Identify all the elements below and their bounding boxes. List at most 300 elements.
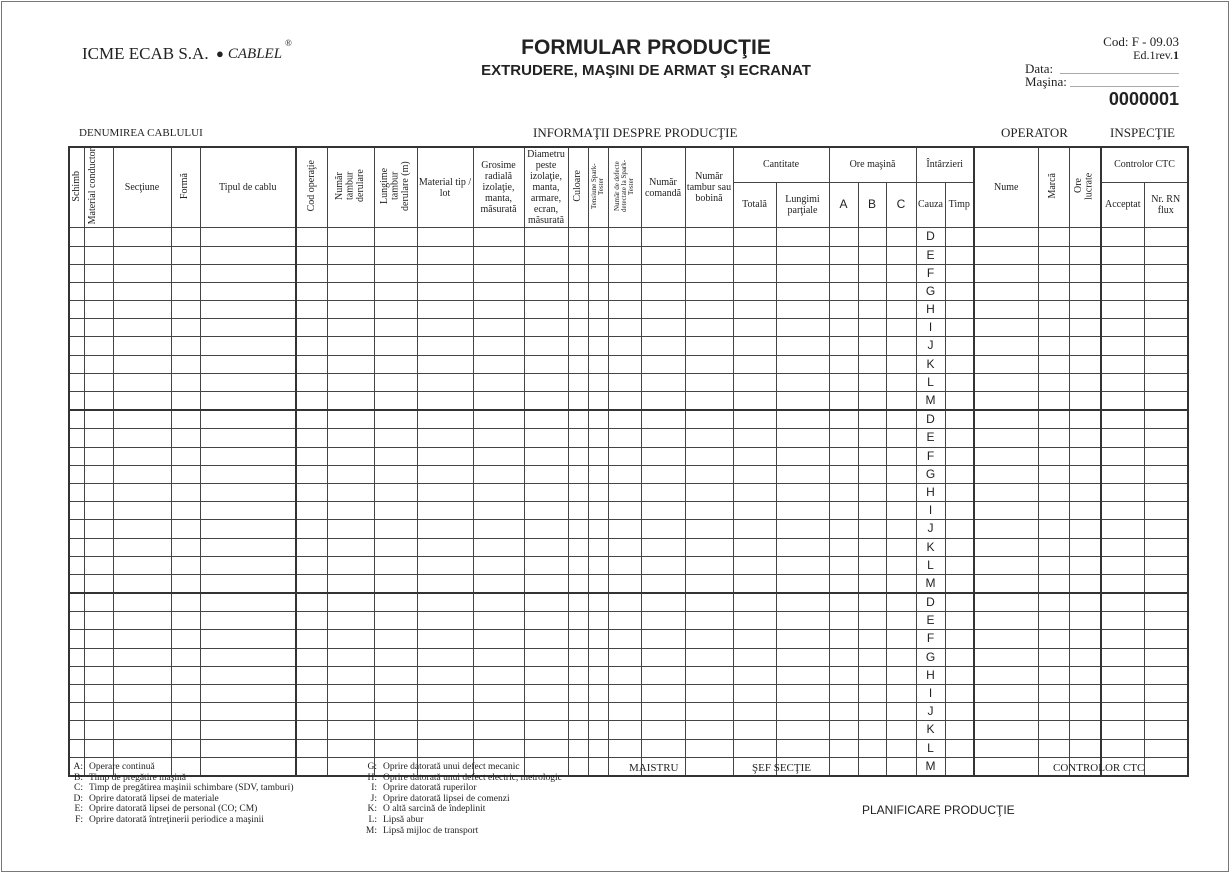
- table-cell[interactable]: [858, 703, 886, 721]
- table-cell[interactable]: [588, 337, 608, 355]
- table-cell[interactable]: [974, 556, 1038, 574]
- cause-code-cell[interactable]: L: [916, 739, 945, 757]
- table-cell[interactable]: [113, 648, 171, 666]
- table-cell[interactable]: [776, 447, 829, 465]
- table-cell[interactable]: [886, 337, 916, 355]
- table-cell[interactable]: [568, 520, 588, 538]
- table-cell[interactable]: [568, 556, 588, 574]
- table-cell[interactable]: [568, 757, 588, 776]
- table-cell[interactable]: [945, 685, 974, 703]
- table-cell[interactable]: [113, 246, 171, 264]
- table-cell[interactable]: [1038, 630, 1069, 648]
- table-cell[interactable]: [974, 373, 1038, 391]
- table-cell[interactable]: [171, 739, 200, 757]
- table-cell[interactable]: [1101, 410, 1144, 429]
- table-cell[interactable]: [296, 373, 327, 391]
- table-cell[interactable]: [608, 666, 641, 684]
- table-cell[interactable]: [776, 410, 829, 429]
- table-cell[interactable]: [417, 648, 473, 666]
- table-cell[interactable]: [685, 246, 733, 264]
- table-cell[interactable]: [171, 612, 200, 630]
- table-cell[interactable]: [84, 410, 113, 429]
- table-cell[interactable]: [84, 538, 113, 556]
- table-cell[interactable]: [945, 301, 974, 319]
- table-cell[interactable]: [296, 483, 327, 501]
- table-cell[interactable]: [296, 685, 327, 703]
- table-cell[interactable]: [327, 502, 374, 520]
- table-cell[interactable]: [776, 666, 829, 684]
- table-cell[interactable]: [1144, 520, 1188, 538]
- cause-code-cell[interactable]: M: [916, 757, 945, 776]
- table-cell[interactable]: [886, 721, 916, 739]
- table-cell[interactable]: [374, 264, 417, 282]
- table-cell[interactable]: [84, 447, 113, 465]
- table-cell[interactable]: [1069, 630, 1101, 648]
- table-cell[interactable]: [733, 538, 776, 556]
- table-cell[interactable]: [608, 465, 641, 483]
- table-cell[interactable]: [858, 228, 886, 246]
- table-cell[interactable]: [858, 282, 886, 300]
- table-cell[interactable]: [69, 465, 84, 483]
- table-cell[interactable]: [886, 593, 916, 612]
- table-cell[interactable]: [776, 703, 829, 721]
- table-cell[interactable]: [829, 685, 858, 703]
- table-cell[interactable]: [886, 574, 916, 593]
- table-cell[interactable]: [1101, 593, 1144, 612]
- table-cell[interactable]: [608, 282, 641, 300]
- table-cell[interactable]: [1101, 556, 1144, 574]
- table-cell[interactable]: [417, 502, 473, 520]
- table-cell[interactable]: [1101, 739, 1144, 757]
- table-cell[interactable]: [296, 246, 327, 264]
- table-cell[interactable]: [1144, 373, 1188, 391]
- table-cell[interactable]: [776, 465, 829, 483]
- table-cell[interactable]: [113, 282, 171, 300]
- table-cell[interactable]: [685, 593, 733, 612]
- table-cell[interactable]: [473, 355, 524, 373]
- table-cell[interactable]: [829, 520, 858, 538]
- table-cell[interactable]: [171, 465, 200, 483]
- table-cell[interactable]: [829, 739, 858, 757]
- table-cell[interactable]: [374, 666, 417, 684]
- table-cell[interactable]: [113, 228, 171, 246]
- table-cell[interactable]: [473, 282, 524, 300]
- table-cell[interactable]: [858, 520, 886, 538]
- table-cell[interactable]: [858, 483, 886, 501]
- table-cell[interactable]: [568, 337, 588, 355]
- table-cell[interactable]: [685, 373, 733, 391]
- table-cell[interactable]: [858, 538, 886, 556]
- table-cell[interactable]: [1069, 410, 1101, 429]
- table-cell[interactable]: [776, 282, 829, 300]
- table-cell[interactable]: [473, 373, 524, 391]
- table-cell[interactable]: [473, 447, 524, 465]
- table-cell[interactable]: [1144, 483, 1188, 501]
- table-cell[interactable]: [945, 337, 974, 355]
- table-cell[interactable]: [829, 538, 858, 556]
- table-cell[interactable]: [374, 574, 417, 593]
- table-cell[interactable]: [886, 228, 916, 246]
- table-cell[interactable]: [1101, 373, 1144, 391]
- table-cell[interactable]: [829, 574, 858, 593]
- table-cell[interactable]: [829, 246, 858, 264]
- table-cell[interactable]: [1038, 666, 1069, 684]
- table-cell[interactable]: [1038, 429, 1069, 447]
- table-cell[interactable]: [473, 319, 524, 337]
- table-cell[interactable]: [524, 630, 568, 648]
- table-cell[interactable]: [1101, 630, 1144, 648]
- table-cell[interactable]: [974, 574, 1038, 593]
- table-cell[interactable]: [829, 465, 858, 483]
- cause-code-cell[interactable]: I: [916, 502, 945, 520]
- table-cell[interactable]: [945, 593, 974, 612]
- machine-field[interactable]: [1070, 86, 1179, 87]
- table-cell[interactable]: [84, 666, 113, 684]
- table-cell[interactable]: [327, 429, 374, 447]
- table-cell[interactable]: [829, 373, 858, 391]
- table-cell[interactable]: [84, 483, 113, 501]
- table-cell[interactable]: [1038, 612, 1069, 630]
- table-cell[interactable]: [974, 612, 1038, 630]
- table-cell[interactable]: [886, 319, 916, 337]
- table-cell[interactable]: [608, 739, 641, 757]
- table-cell[interactable]: [473, 520, 524, 538]
- table-cell[interactable]: [568, 483, 588, 501]
- table-cell[interactable]: [641, 520, 685, 538]
- table-cell[interactable]: [69, 630, 84, 648]
- table-cell[interactable]: [1069, 228, 1101, 246]
- table-cell[interactable]: [974, 666, 1038, 684]
- table-cell[interactable]: [829, 410, 858, 429]
- table-cell[interactable]: [69, 429, 84, 447]
- table-cell[interactable]: [568, 355, 588, 373]
- table-cell[interactable]: [886, 410, 916, 429]
- table-cell[interactable]: [608, 574, 641, 593]
- table-cell[interactable]: [733, 593, 776, 612]
- table-cell[interactable]: [568, 666, 588, 684]
- table-cell[interactable]: [685, 721, 733, 739]
- table-cell[interactable]: [858, 593, 886, 612]
- table-cell[interactable]: [374, 721, 417, 739]
- table-cell[interactable]: [200, 612, 296, 630]
- table-cell[interactable]: [886, 703, 916, 721]
- table-cell[interactable]: [1144, 630, 1188, 648]
- table-cell[interactable]: [945, 429, 974, 447]
- cause-code-cell[interactable]: E: [916, 429, 945, 447]
- table-cell[interactable]: [829, 392, 858, 411]
- table-cell[interactable]: [84, 739, 113, 757]
- table-cell[interactable]: [524, 301, 568, 319]
- table-cell[interactable]: [608, 703, 641, 721]
- table-cell[interactable]: [608, 337, 641, 355]
- table-cell[interactable]: [733, 301, 776, 319]
- table-cell[interactable]: [417, 282, 473, 300]
- table-cell[interactable]: [84, 228, 113, 246]
- table-cell[interactable]: [641, 574, 685, 593]
- table-cell[interactable]: [568, 538, 588, 556]
- cause-code-cell[interactable]: D: [916, 593, 945, 612]
- table-cell[interactable]: [327, 538, 374, 556]
- table-cell[interactable]: [200, 739, 296, 757]
- table-cell[interactable]: [171, 593, 200, 612]
- table-cell[interactable]: [945, 319, 974, 337]
- table-cell[interactable]: [417, 538, 473, 556]
- table-cell[interactable]: [473, 483, 524, 501]
- table-cell[interactable]: [974, 757, 1038, 776]
- table-cell[interactable]: [568, 301, 588, 319]
- table-cell[interactable]: [776, 429, 829, 447]
- table-cell[interactable]: [829, 612, 858, 630]
- table-cell[interactable]: [974, 264, 1038, 282]
- table-cell[interactable]: [296, 392, 327, 411]
- table-cell[interactable]: [524, 721, 568, 739]
- table-cell[interactable]: [417, 574, 473, 593]
- table-cell[interactable]: [608, 538, 641, 556]
- table-cell[interactable]: [327, 373, 374, 391]
- table-cell[interactable]: [1038, 520, 1069, 538]
- table-cell[interactable]: [1069, 465, 1101, 483]
- table-cell[interactable]: [1069, 685, 1101, 703]
- table-cell[interactable]: [374, 520, 417, 538]
- table-cell[interactable]: [858, 612, 886, 630]
- table-cell[interactable]: [113, 337, 171, 355]
- table-cell[interactable]: [296, 538, 327, 556]
- table-cell[interactable]: [113, 465, 171, 483]
- table-cell[interactable]: [84, 246, 113, 264]
- table-cell[interactable]: [1069, 264, 1101, 282]
- table-cell[interactable]: [886, 246, 916, 264]
- table-cell[interactable]: [733, 685, 776, 703]
- table-cell[interactable]: [829, 666, 858, 684]
- table-cell[interactable]: [685, 228, 733, 246]
- table-cell[interactable]: [776, 373, 829, 391]
- table-cell[interactable]: [568, 264, 588, 282]
- table-cell[interactable]: [945, 721, 974, 739]
- table-cell[interactable]: [327, 392, 374, 411]
- table-cell[interactable]: [473, 246, 524, 264]
- table-cell[interactable]: [200, 703, 296, 721]
- table-cell[interactable]: [641, 556, 685, 574]
- table-cell[interactable]: [374, 301, 417, 319]
- table-cell[interactable]: [171, 319, 200, 337]
- table-cell[interactable]: [171, 502, 200, 520]
- table-cell[interactable]: [327, 228, 374, 246]
- table-cell[interactable]: [974, 739, 1038, 757]
- table-cell[interactable]: [171, 447, 200, 465]
- table-cell[interactable]: [641, 301, 685, 319]
- table-cell[interactable]: [886, 502, 916, 520]
- table-cell[interactable]: [417, 228, 473, 246]
- table-cell[interactable]: [84, 392, 113, 411]
- table-cell[interactable]: [1038, 739, 1069, 757]
- table-cell[interactable]: [776, 648, 829, 666]
- table-cell[interactable]: [945, 246, 974, 264]
- table-cell[interactable]: [568, 228, 588, 246]
- table-cell[interactable]: [327, 301, 374, 319]
- table-cell[interactable]: [588, 392, 608, 411]
- table-cell[interactable]: [733, 264, 776, 282]
- table-cell[interactable]: [1069, 355, 1101, 373]
- table-cell[interactable]: [829, 483, 858, 501]
- table-cell[interactable]: [685, 757, 733, 776]
- table-cell[interactable]: [945, 574, 974, 593]
- table-cell[interactable]: [776, 228, 829, 246]
- table-cell[interactable]: [1069, 703, 1101, 721]
- table-cell[interactable]: [568, 612, 588, 630]
- table-cell[interactable]: [1038, 465, 1069, 483]
- table-cell[interactable]: [776, 392, 829, 411]
- table-cell[interactable]: [858, 556, 886, 574]
- table-cell[interactable]: [200, 556, 296, 574]
- table-cell[interactable]: [1144, 228, 1188, 246]
- table-cell[interactable]: [69, 410, 84, 429]
- table-cell[interactable]: [1144, 757, 1188, 776]
- table-cell[interactable]: [171, 520, 200, 538]
- table-cell[interactable]: [296, 703, 327, 721]
- table-cell[interactable]: [588, 282, 608, 300]
- table-cell[interactable]: [113, 666, 171, 684]
- table-cell[interactable]: [641, 429, 685, 447]
- table-cell[interactable]: [608, 246, 641, 264]
- table-cell[interactable]: [641, 392, 685, 411]
- table-cell[interactable]: [524, 612, 568, 630]
- table-cell[interactable]: [588, 630, 608, 648]
- table-cell[interactable]: [685, 319, 733, 337]
- table-cell[interactable]: [524, 264, 568, 282]
- table-cell[interactable]: [945, 520, 974, 538]
- table-cell[interactable]: [171, 264, 200, 282]
- table-cell[interactable]: [524, 574, 568, 593]
- table-cell[interactable]: [200, 502, 296, 520]
- table-cell[interactable]: [417, 410, 473, 429]
- table-cell[interactable]: [171, 685, 200, 703]
- table-cell[interactable]: [327, 319, 374, 337]
- table-cell[interactable]: [858, 502, 886, 520]
- table-cell[interactable]: [524, 666, 568, 684]
- table-cell[interactable]: [417, 703, 473, 721]
- table-cell[interactable]: [685, 429, 733, 447]
- table-cell[interactable]: [374, 556, 417, 574]
- table-cell[interactable]: [84, 556, 113, 574]
- table-cell[interactable]: [374, 282, 417, 300]
- cause-code-cell[interactable]: G: [916, 465, 945, 483]
- table-cell[interactable]: [200, 447, 296, 465]
- table-cell[interactable]: [1069, 502, 1101, 520]
- table-cell[interactable]: [1144, 447, 1188, 465]
- table-cell[interactable]: [1069, 666, 1101, 684]
- table-cell[interactable]: [733, 465, 776, 483]
- table-cell[interactable]: [417, 685, 473, 703]
- table-cell[interactable]: [858, 739, 886, 757]
- table-cell[interactable]: [685, 392, 733, 411]
- table-cell[interactable]: [829, 337, 858, 355]
- cause-code-cell[interactable]: H: [916, 666, 945, 684]
- table-cell[interactable]: [685, 301, 733, 319]
- table-cell[interactable]: [685, 483, 733, 501]
- table-cell[interactable]: [858, 246, 886, 264]
- table-cell[interactable]: [1144, 556, 1188, 574]
- table-cell[interactable]: [945, 703, 974, 721]
- table-cell[interactable]: [685, 355, 733, 373]
- table-cell[interactable]: [608, 721, 641, 739]
- table-cell[interactable]: [1144, 721, 1188, 739]
- table-cell[interactable]: [296, 301, 327, 319]
- table-cell[interactable]: [1038, 447, 1069, 465]
- table-cell[interactable]: [1038, 228, 1069, 246]
- table-cell[interactable]: [113, 574, 171, 593]
- table-cell[interactable]: [568, 739, 588, 757]
- table-cell[interactable]: [200, 373, 296, 391]
- table-cell[interactable]: [171, 556, 200, 574]
- table-cell[interactable]: [171, 648, 200, 666]
- cause-code-cell[interactable]: J: [916, 703, 945, 721]
- table-cell[interactable]: [685, 574, 733, 593]
- table-cell[interactable]: [776, 556, 829, 574]
- table-cell[interactable]: [733, 739, 776, 757]
- table-cell[interactable]: [945, 410, 974, 429]
- table-cell[interactable]: [417, 630, 473, 648]
- table-cell[interactable]: [641, 721, 685, 739]
- table-cell[interactable]: [473, 264, 524, 282]
- table-cell[interactable]: [829, 301, 858, 319]
- table-cell[interactable]: [886, 264, 916, 282]
- table-cell[interactable]: [296, 502, 327, 520]
- table-cell[interactable]: [829, 556, 858, 574]
- table-cell[interactable]: [1038, 337, 1069, 355]
- table-cell[interactable]: [1069, 593, 1101, 612]
- table-cell[interactable]: [886, 355, 916, 373]
- table-cell[interactable]: [473, 648, 524, 666]
- table-cell[interactable]: [685, 685, 733, 703]
- table-cell[interactable]: [69, 685, 84, 703]
- table-cell[interactable]: [113, 502, 171, 520]
- table-cell[interactable]: [974, 685, 1038, 703]
- table-cell[interactable]: [69, 520, 84, 538]
- table-cell[interactable]: [200, 685, 296, 703]
- table-cell[interactable]: [417, 739, 473, 757]
- table-cell[interactable]: [685, 282, 733, 300]
- table-cell[interactable]: [374, 429, 417, 447]
- table-cell[interactable]: [1038, 721, 1069, 739]
- table-cell[interactable]: [568, 703, 588, 721]
- table-cell[interactable]: [84, 685, 113, 703]
- table-cell[interactable]: [374, 465, 417, 483]
- table-cell[interactable]: [641, 228, 685, 246]
- table-cell[interactable]: [1069, 282, 1101, 300]
- table-cell[interactable]: [69, 739, 84, 757]
- table-cell[interactable]: [1101, 648, 1144, 666]
- table-cell[interactable]: [417, 447, 473, 465]
- table-cell[interactable]: [1101, 392, 1144, 411]
- table-cell[interactable]: [327, 282, 374, 300]
- table-cell[interactable]: [200, 264, 296, 282]
- table-cell[interactable]: [417, 319, 473, 337]
- table-cell[interactable]: [524, 465, 568, 483]
- table-cell[interactable]: [1144, 612, 1188, 630]
- table-cell[interactable]: [568, 392, 588, 411]
- table-cell[interactable]: [296, 355, 327, 373]
- table-cell[interactable]: [374, 246, 417, 264]
- table-cell[interactable]: [1038, 392, 1069, 411]
- table-cell[interactable]: [374, 685, 417, 703]
- table-cell[interactable]: [776, 538, 829, 556]
- table-cell[interactable]: [69, 502, 84, 520]
- table-cell[interactable]: [588, 666, 608, 684]
- table-cell[interactable]: [858, 757, 886, 776]
- table-cell[interactable]: [1038, 282, 1069, 300]
- table-cell[interactable]: [171, 703, 200, 721]
- table-cell[interactable]: [200, 630, 296, 648]
